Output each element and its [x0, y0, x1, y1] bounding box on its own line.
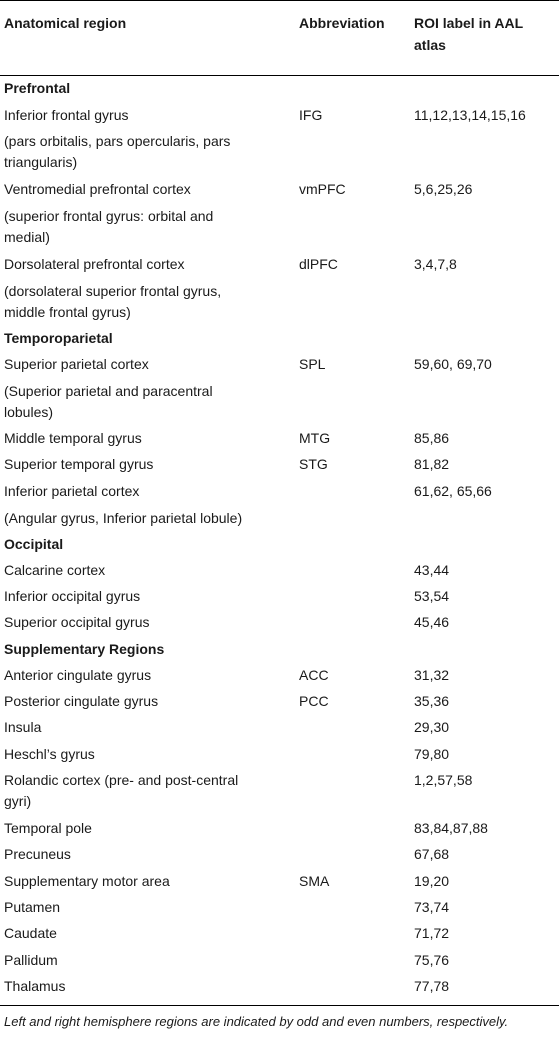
top-rule	[0, 0, 559, 1]
table-row-label: 81,82	[414, 456, 450, 472]
table-row-region: Anterior cingulate gyrus	[4, 667, 152, 683]
table-row-region: Pallidum	[4, 952, 58, 968]
table-row-region: Rolandic cortex (pre- and post-central	[4, 772, 239, 788]
table-row-region: Inferior parietal cortex	[4, 483, 140, 499]
table-row-region: Superior occipital gyrus	[4, 614, 150, 630]
table-row-abbr: MTG	[299, 430, 331, 446]
table-row-label: 71,72	[414, 925, 450, 941]
table-row-label: 77,78	[414, 978, 450, 994]
table-row-region: Middle temporal gyrus	[4, 430, 142, 446]
table-row-region: medial)	[4, 229, 50, 245]
table-row-label: 79,80	[414, 746, 450, 762]
section-title-occipital: Occipital	[4, 536, 64, 552]
table-row-label: 59,60, 69,70	[414, 356, 492, 372]
table-row-region: (Angular gyrus, Inferior parietal lobule)	[4, 510, 243, 526]
section-title-temporoparietal: Temporoparietal	[4, 330, 113, 346]
table-row-abbr: STG	[299, 456, 328, 472]
table-row-label: 1,2,57,58	[414, 772, 473, 788]
table-row-region: Superior temporal gyrus	[4, 456, 154, 472]
header-roi-label: ROI label in AAL	[414, 15, 524, 31]
table-row-abbr: PCC	[299, 693, 329, 709]
section-title-prefrontal: Prefrontal	[4, 80, 71, 96]
table-row-label: 19,20	[414, 873, 450, 889]
table-row-region: (pars orbitalis, pars opercularis, pars	[4, 133, 231, 149]
table-row-abbr: SPL	[299, 356, 326, 372]
header-rule	[0, 75, 559, 76]
table-row-region: triangularis)	[4, 154, 78, 170]
table-row-region: Dorsolateral prefrontal cortex	[4, 256, 185, 272]
table-row-region: lobules)	[4, 404, 54, 420]
table-row-abbr: IFG	[299, 107, 323, 123]
table-row-label: 75,76	[414, 952, 450, 968]
table-row-abbr: dlPFC	[299, 256, 338, 272]
table-row-region: Inferior frontal gyrus	[4, 107, 129, 123]
table-row-label: 5,6,25,26	[414, 181, 473, 197]
table-row-region: Temporal pole	[4, 820, 92, 836]
table-row-abbr: ACC	[299, 667, 329, 683]
header-roi-label-line2: atlas	[414, 37, 446, 53]
table-row-region: Caudate	[4, 925, 57, 941]
table-row-region: Thalamus	[4, 978, 66, 994]
table-footnote: Left and right hemisphere regions are indicated by odd and even numbers, respectively.	[4, 1014, 509, 1029]
table-row-region: Heschl’s gyrus	[4, 746, 95, 762]
table-row-label: 67,68	[414, 846, 450, 862]
table-row-label: 29,30	[414, 719, 450, 735]
table-row-label: 53,54	[414, 588, 450, 604]
table-row-abbr: vmPFC	[299, 181, 346, 197]
table-row-label: 45,46	[414, 614, 450, 630]
header-anatomical-region: Anatomical region	[4, 15, 127, 31]
table-row-label: 35,36	[414, 693, 450, 709]
table-row-label: 3,4,7,8	[414, 256, 457, 272]
table-row-region: Supplementary motor area	[4, 873, 170, 889]
table-row-region: Putamen	[4, 899, 61, 915]
bottom-rule	[0, 1005, 559, 1006]
section-title-supplementary-regions: Supplementary Regions	[4, 641, 165, 657]
table-row-region: Precuneus	[4, 846, 71, 862]
table-row-region: Calcarine cortex	[4, 562, 106, 578]
table-row-label: 83,84,87,88	[414, 820, 488, 836]
table-row-label: 11,12,13,14,15,16	[414, 107, 526, 123]
table-row-region: (Superior parietal and paracentral	[4, 383, 213, 399]
table-row-region: (superior frontal gyrus: orbital and	[4, 208, 214, 224]
table-row-region: gyri)	[4, 793, 32, 809]
table-row-region: Ventromedial prefrontal cortex	[4, 181, 191, 197]
table-row-region: Insula	[4, 719, 42, 735]
table-row-label: 85,86	[414, 430, 450, 446]
table-row-label: 73,74	[414, 899, 450, 915]
header-abbreviation: Abbreviation	[299, 15, 385, 31]
table-row-label: 61,62, 65,66	[414, 483, 492, 499]
table-row-abbr: SMA	[299, 873, 330, 889]
table-row-region: (dorsolateral superior frontal gyrus,	[4, 283, 222, 299]
table-row-region: Posterior cingulate gyrus	[4, 693, 159, 709]
table-row-region: Inferior occipital gyrus	[4, 588, 141, 604]
table-row-region: Superior parietal cortex	[4, 356, 149, 372]
table-row-region: middle frontal gyrus)	[4, 304, 131, 320]
table-row-label: 31,32	[414, 667, 450, 683]
table-row-label: 43,44	[414, 562, 450, 578]
